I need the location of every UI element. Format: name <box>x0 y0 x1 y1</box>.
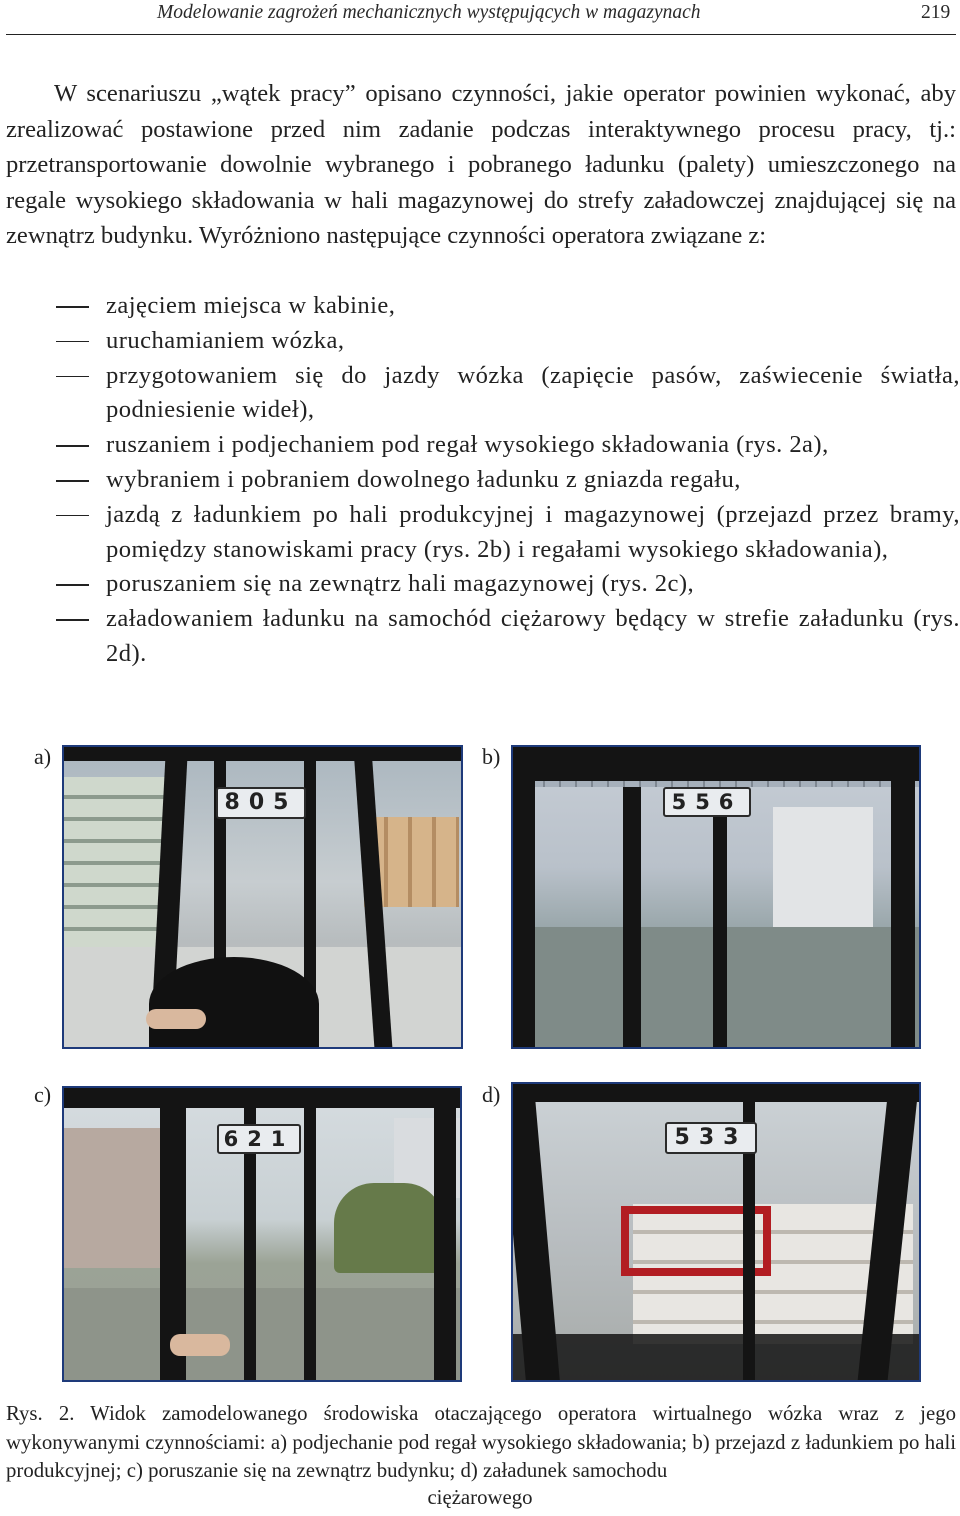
dash-bullet <box>56 306 89 308</box>
yard-image <box>64 1288 462 1382</box>
hand-image <box>170 1334 230 1356</box>
mast-bar <box>304 747 316 1007</box>
dash-bullet <box>56 584 89 586</box>
list-item <box>6 602 960 672</box>
cab-roof <box>64 1088 462 1108</box>
sign-556: 556 <box>663 787 751 817</box>
list-item <box>6 567 960 602</box>
photo-panel-c <box>62 1086 462 1382</box>
dash-bullet <box>56 515 89 517</box>
cab-roof <box>513 747 921 781</box>
panel-label-b: b) <box>482 744 501 769</box>
list-item <box>6 428 960 463</box>
list-item-text: uruchamianiem wózka, <box>106 326 345 354</box>
header-rule <box>6 34 956 35</box>
steering-wheel-image <box>149 957 319 1049</box>
list-item-text: wybraniem i pobraniem dowolnego ładunku z gniazda regału, <box>106 465 741 493</box>
list-item-text: załadowaniem ładunku na samochód ciężarowy będący w strefie załadunku (rys. 2d). <box>106 605 960 667</box>
dash-bullet <box>56 480 89 482</box>
list-item-text: poruszaniem się na zewnątrz hali magazynowej (rys. 2c), <box>106 570 695 598</box>
list-item <box>6 463 960 498</box>
cab-roof <box>64 747 463 761</box>
page-number: 219 <box>921 2 951 23</box>
dash-bullet <box>56 619 89 621</box>
list-item-text: zajęciem miejsca w kabinie, <box>106 292 396 319</box>
list-item <box>6 289 960 324</box>
sign-805: 805 <box>216 787 306 819</box>
dashboard-image <box>513 1334 921 1382</box>
mast-bar <box>623 787 641 1049</box>
list-item <box>6 498 960 568</box>
warehouse-rack-image <box>64 777 169 947</box>
intro-text: W scenariuszu „wątek pracy” opisano czynności, jakie operator powinien wykonać, aby zrealizować postawione przed nim zadanie podczas interaktywnego procesu pracy, tj.: przetransportowanie dowolnie wybranego i pobranego ładunku (palety) umieszczonego na regale wysokiego składowania w hali magazynowej do strefy załadowczej znajdującej się na zewnątrz budynku. Wyróżniono następujące czynności operatora związane z: <box>6 80 956 249</box>
dash-bullet <box>56 341 89 343</box>
sign-533: 533 <box>665 1122 757 1154</box>
running-title: Modelowanie zagrożeń mechanicznych występujących w magazynach <box>157 2 701 23</box>
mast-bar <box>304 1108 316 1382</box>
panel-label-d: d) <box>482 1082 501 1107</box>
truck-image <box>64 1128 164 1268</box>
photo-panel-a <box>62 745 463 1049</box>
cab-pillar <box>891 747 915 1049</box>
panel-label-c: c) <box>34 1082 52 1107</box>
tree-image <box>334 1183 444 1273</box>
list-item-text: jazdą z ładunkiem po hali produkcyjnej i magazynowej (przejazd przez bramy, pomiędzy stanowiskami pracy (rys. 2b) i regałami wysokiego składowania), <box>106 500 960 563</box>
panel-label-a: a) <box>34 744 52 769</box>
mast-bar <box>713 787 727 1049</box>
workstation-image <box>773 807 873 937</box>
figure-caption-last-line: ciężarowego <box>427 1486 533 1509</box>
activity-list <box>6 289 960 672</box>
cab-roof <box>513 1084 921 1102</box>
list-item <box>6 324 960 359</box>
dash-bullet <box>56 376 89 378</box>
photo-panel-d <box>511 1082 921 1382</box>
list-item-text: przygotowaniem się do jazdy wózka (zapięcie pasów, zaświecenie światła, podniesienie wideł), <box>106 361 960 424</box>
figure-caption: Rys. 2. Widok zamodelowanego środowiska otaczającego operatora wirtualnego wózka wraz z jego wykonywanymi czynnościami: a) podjechanie pod regał wysokiego składowania; b) przejazd z ładunkiem po hali produkcyjnej; c) poruszanie się na zewnątrz budynku; d) załadunek samochodu <box>6 1402 956 1483</box>
photo-panel-b <box>511 745 921 1049</box>
cab-pillar <box>513 767 535 1049</box>
intro-paragraph <box>6 76 956 254</box>
cab-pillar <box>434 1088 456 1382</box>
dash-bullet <box>56 445 89 447</box>
list-item <box>6 359 960 429</box>
list-item-text: ruszaniem i podjechaniem pod regał wysokiego składowania (rys. 2a), <box>106 431 829 459</box>
sign-621: 621 <box>217 1124 301 1154</box>
hand-image <box>146 1009 206 1029</box>
